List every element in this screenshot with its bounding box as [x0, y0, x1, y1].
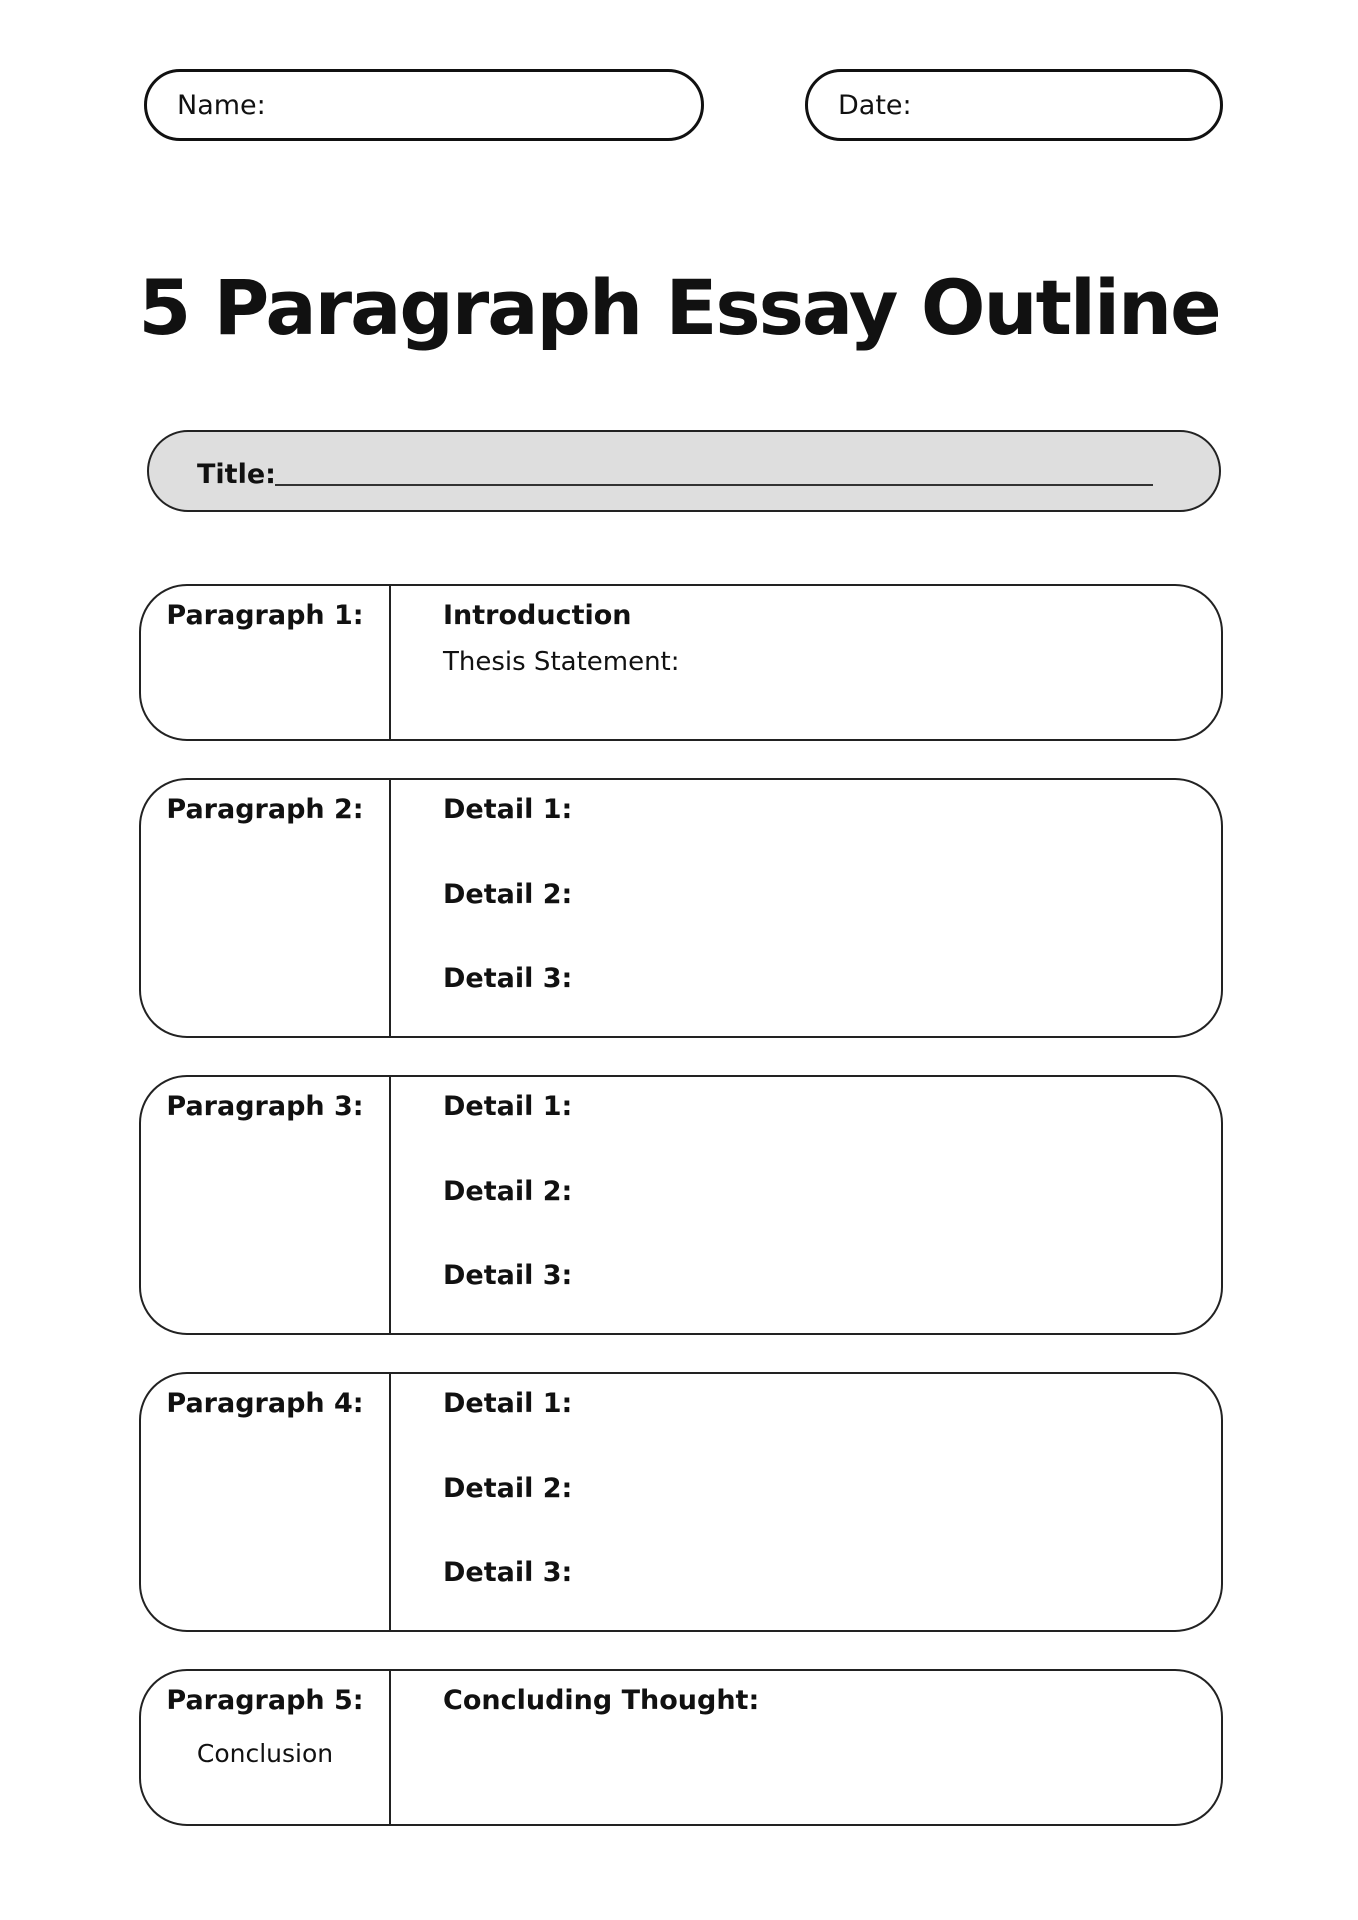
- paragraph-4-label: Paragraph 4:: [166, 1388, 364, 1419]
- paragraph-4-box: [139, 1372, 1223, 1632]
- column-divider: [389, 1374, 391, 1630]
- detail-2-label: Detail 2:: [443, 1473, 573, 1504]
- detail-1-label: Detail 1:: [443, 1388, 573, 1419]
- date-field[interactable]: [805, 69, 1223, 141]
- paragraph-3-box: [139, 1075, 1223, 1335]
- name-field[interactable]: [144, 69, 704, 141]
- paragraph-5-sublabel: Conclusion: [196, 1739, 334, 1768]
- paragraph-3-label: Paragraph 3:: [166, 1091, 364, 1122]
- column-divider: [389, 1671, 391, 1824]
- thesis-statement-label: Thesis Statement:: [443, 647, 680, 677]
- paragraph-1-label: Paragraph 1:: [166, 600, 364, 631]
- title-label: Title:: [197, 459, 276, 490]
- paragraph-1-box: [139, 584, 1223, 741]
- detail-1-label: Detail 1:: [443, 1091, 573, 1122]
- paragraph-5-label: Paragraph 5:: [166, 1685, 364, 1716]
- paragraph-2-label: Paragraph 2:: [166, 794, 364, 825]
- detail-2-label: Detail 2:: [443, 1176, 573, 1207]
- paragraph-2-box: [139, 778, 1223, 1038]
- concluding-thought-label: Concluding Thought:: [443, 1685, 760, 1716]
- page-title: 5 Paragraph Essay Outline: [138, 263, 1220, 352]
- detail-3-label: Detail 3:: [443, 1557, 573, 1588]
- paragraph-1-heading: Introduction: [443, 600, 632, 631]
- date-label: Date:: [838, 89, 912, 121]
- column-divider: [389, 780, 391, 1036]
- detail-3-label: Detail 3:: [443, 963, 573, 994]
- detail-3-label: Detail 3:: [443, 1260, 573, 1291]
- name-label: Name:: [177, 89, 266, 121]
- column-divider: [389, 586, 391, 739]
- title-field[interactable]: [147, 430, 1221, 512]
- detail-1-label: Detail 1:: [443, 794, 573, 825]
- paragraph-5-box: [139, 1669, 1223, 1826]
- column-divider: [389, 1077, 391, 1333]
- title-write-line[interactable]: [275, 484, 1153, 486]
- detail-2-label: Detail 2:: [443, 879, 573, 910]
